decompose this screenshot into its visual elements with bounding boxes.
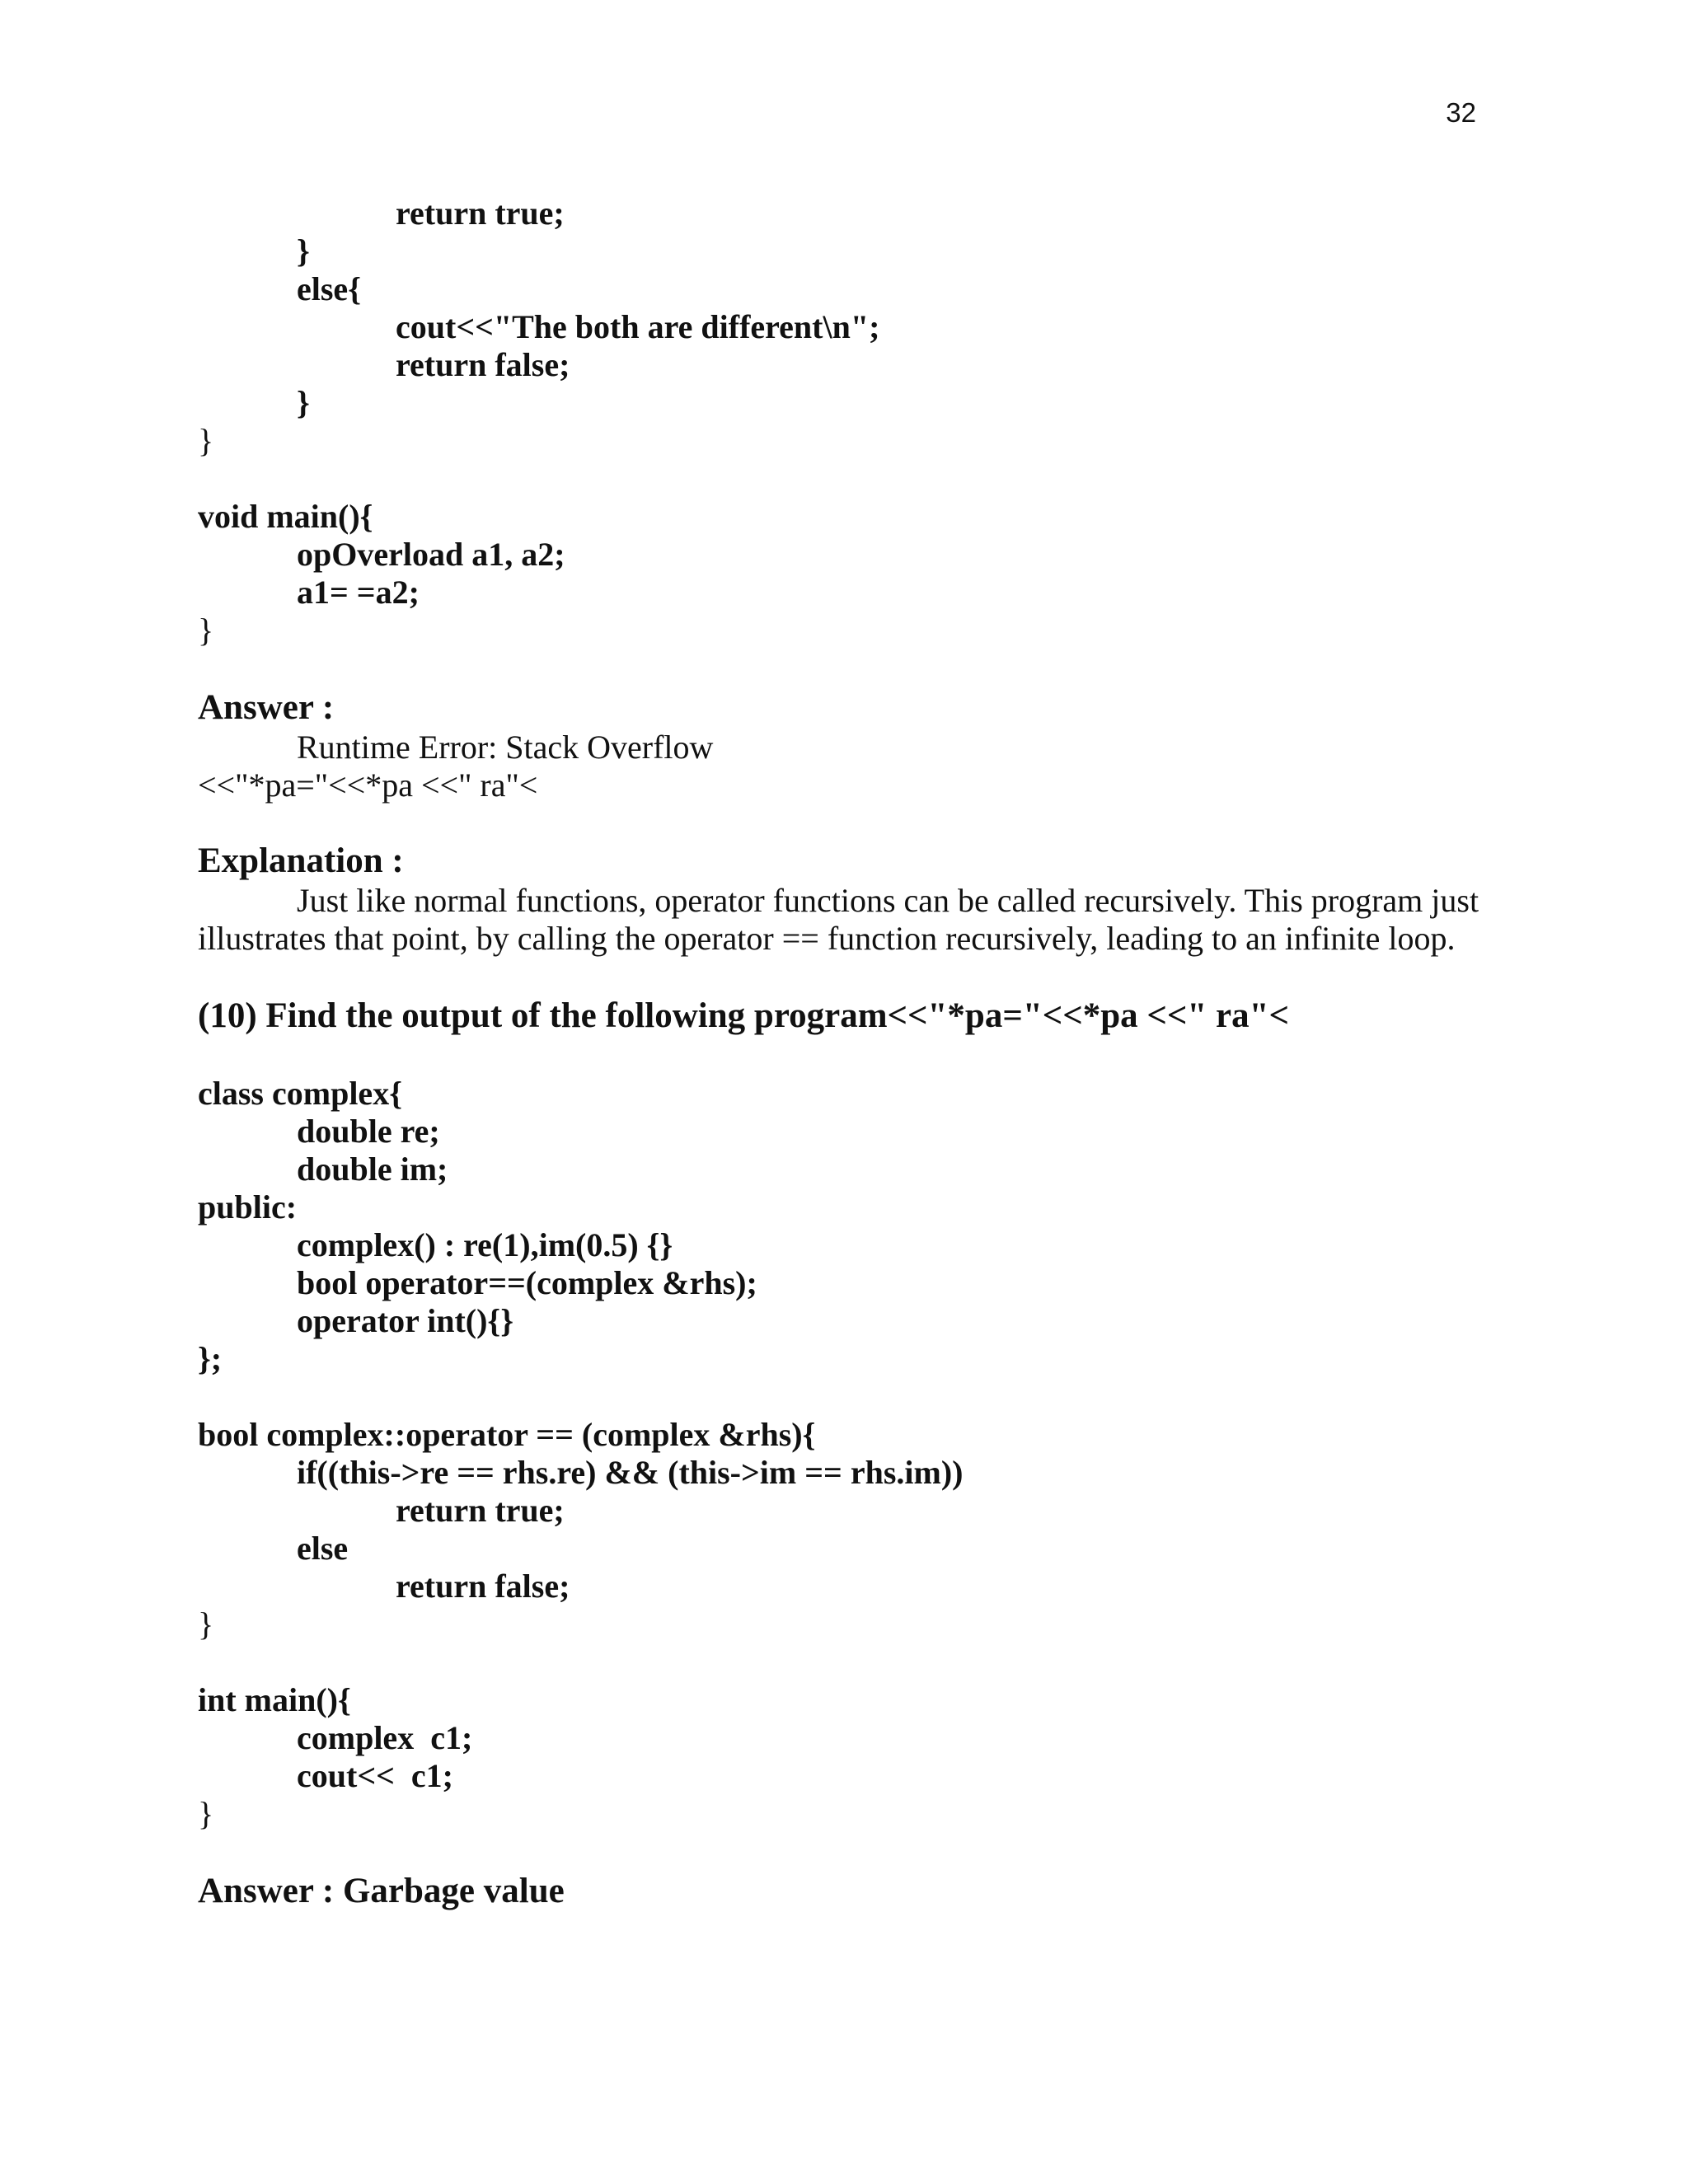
code-line: } <box>297 384 310 421</box>
code-line: opOverload a1, a2; <box>297 536 565 573</box>
code-line: } <box>297 232 310 269</box>
code-line: }; <box>198 1340 223 1377</box>
code-line: return false; <box>396 1568 570 1605</box>
explanation-heading: Explanation : <box>198 841 404 880</box>
code-line: public: <box>198 1188 298 1226</box>
code-line: bool operator==(complex &rhs); <box>297 1264 757 1301</box>
code-line: double re; <box>297 1113 440 1150</box>
code-line: int main(){ <box>198 1681 351 1718</box>
code-line: a1= =a2; <box>297 574 420 611</box>
question-heading: (10) Find the output of the following program<<"*pa="<<*pa <<" ra"< <box>198 996 1289 1035</box>
code-line: return true; <box>396 1492 565 1529</box>
code-line: complex c1; <box>297 1719 473 1756</box>
code-line: return false; <box>396 346 570 383</box>
code-line: } <box>198 612 214 649</box>
code-line: } <box>198 422 214 459</box>
code-line: } <box>198 1795 214 1832</box>
code-line: else{ <box>297 270 361 307</box>
code-line: cout<<"The both are different\n"; <box>396 308 880 345</box>
code-line: if((this->re == rhs.re) && (this->im == rhs.im)) <box>297 1454 964 1491</box>
code-line: bool complex::operator == (complex &rhs){ <box>198 1416 816 1453</box>
page-number: 32 <box>1446 97 1476 128</box>
answer-heading: Answer : Garbage value <box>198 1872 565 1910</box>
code-line: else <box>297 1530 349 1567</box>
code-line: return true; <box>396 194 565 232</box>
code-line: operator int(){} <box>297 1302 513 1339</box>
explanation-text: Just like normal functions, operator functions can be called recursively. This program just <box>297 882 1479 919</box>
answer-text: <<"*pa="<<*pa <<" ra"< <box>198 766 538 804</box>
code-line: class complex{ <box>198 1075 402 1112</box>
answer-heading: Answer : <box>198 688 335 727</box>
code-line: complex() : re(1),im(0.5) {} <box>297 1226 673 1263</box>
code-line: double im; <box>297 1151 448 1188</box>
code-line: void main(){ <box>198 498 373 535</box>
answer-text: Runtime Error: Stack Overflow <box>297 729 714 766</box>
code-line: } <box>198 1605 214 1643</box>
explanation-text: illustrates that point, by calling the operator == function recursively, leading to an infinite loop. <box>198 920 1456 957</box>
code-line: cout<< c1; <box>297 1757 453 1794</box>
